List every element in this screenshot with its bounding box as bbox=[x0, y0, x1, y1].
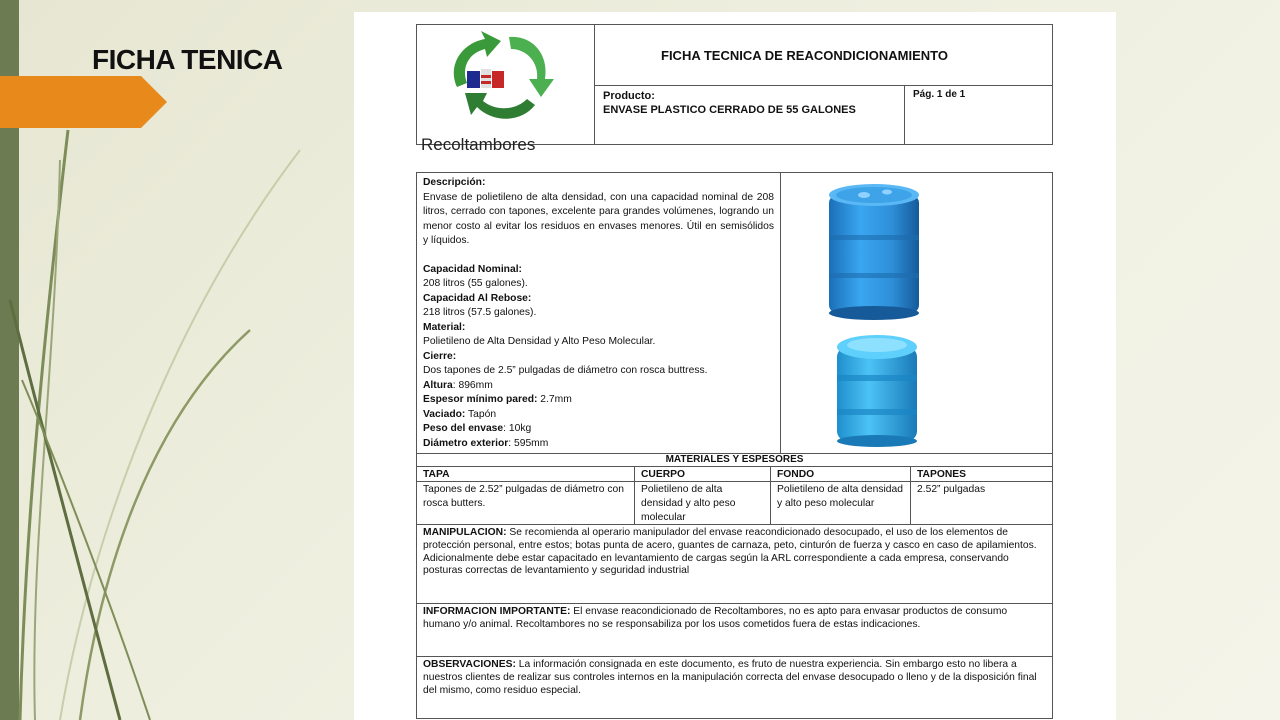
brand-name: Recoltambores bbox=[421, 135, 536, 154]
materials-heading: MATERIALES Y ESPESORES bbox=[417, 453, 1052, 467]
slide-title: FICHA TENICA bbox=[92, 44, 283, 75]
recycle-logo-icon bbox=[417, 25, 593, 125]
espesor-row: Espesor mínimo pared: 2.7mm bbox=[423, 394, 572, 405]
manipulacion-text: Se recomienda al operario manipulador del envase reacondicionado desocupado, el uso de los elementos de protección personal, entre estos; botas punta de acero, guantes de carnaza, peto, cinturón de fuerza y casco en caso de apilamientos. Adicionalmente debe estar capacitado en levantamiento de cargas según la ARL correspondiente a cada empresa, conservando posturas correctas de levantamiento y seguridad industrial bbox=[423, 527, 1037, 577]
informacion-label: INFORMACION IMPORTANTE: bbox=[423, 606, 571, 617]
material-value: Polietileno de Alta Densidad y Alto Peso Molecular. bbox=[423, 336, 656, 347]
materials-col-value: Tapones de 2.52” pulgadas de diámetro con rosca butters. bbox=[423, 484, 624, 509]
informacion-section bbox=[417, 603, 1052, 656]
logo-cell bbox=[417, 25, 595, 154]
manipulacion-section bbox=[417, 524, 1052, 603]
document-title: FICHA TECNICA DE REACONDICIONAMIENTO bbox=[595, 25, 1052, 86]
materials-col-header: FONDO bbox=[771, 467, 910, 482]
materials-col-value: Polietileno de alta densidad y alto peso molecular bbox=[641, 484, 736, 523]
cierre-label: Cierre: bbox=[423, 350, 457, 362]
capacidad-nominal-label: Capacidad Nominal: bbox=[423, 263, 522, 275]
observaciones-label: OBSERVACIONES: bbox=[423, 659, 516, 670]
decorative-grass bbox=[0, 120, 320, 720]
description-cell bbox=[417, 173, 781, 453]
capacidad-nominal-value: 208 litros (55 galones). bbox=[423, 278, 528, 289]
description-label: Descripción: bbox=[423, 177, 486, 188]
specification-table bbox=[416, 172, 1053, 719]
materials-col-tapa bbox=[417, 467, 635, 524]
material-label: Material: bbox=[423, 321, 466, 333]
informacion-text: El envase reacondicionado de Recoltambores, no es apto para envasar productos de consumo humano y/o animal. Recoltambores no se responsabiliza por los usos cometidos fuera de estas indicaciones. bbox=[423, 606, 1008, 630]
product-label: Producto: bbox=[603, 90, 655, 102]
document-header bbox=[416, 24, 1053, 154]
materials-col-value: Polietileno de alta densidad y alto peso molecular bbox=[777, 484, 903, 509]
altura-row: Altura: 896mm bbox=[423, 379, 493, 391]
drum-photos bbox=[781, 173, 1053, 453]
observaciones-section bbox=[417, 656, 1052, 718]
page-number: Pág. 1 de 1 bbox=[913, 89, 966, 100]
product-name: ENVASE PLASTICO CERRADO DE 55 GALONES bbox=[603, 104, 856, 116]
tech-sheet-document bbox=[354, 12, 1116, 720]
title-arrow-shape bbox=[0, 76, 167, 128]
materials-col-fondo bbox=[771, 467, 911, 524]
product-cell bbox=[595, 86, 905, 144]
materials-col-tapones bbox=[911, 467, 1052, 524]
vaciado-row: Vaciado: Tapón bbox=[423, 408, 497, 420]
drum-photo-top bbox=[829, 184, 919, 320]
diametro-row: Diámetro exterior: 595mm bbox=[423, 437, 549, 449]
capacidad-rebose-label: Capacidad Al Rebose: bbox=[423, 292, 532, 304]
description-text: Envase de polietileno de alta densidad, con una capacidad nominal de 208 litros, cerrado con tapones, excelente para grandes volúmenes, logrando un menor costo al evitar los residuos en envases menores. Útil en semisólidos y líquidos. bbox=[423, 191, 774, 246]
capacidad-rebose-value: 218 litros (57.5 galones). bbox=[423, 307, 537, 318]
materials-col-value: 2.52” pulgadas bbox=[917, 484, 986, 495]
materials-col-cuerpo bbox=[635, 467, 771, 524]
product-photos bbox=[781, 173, 1052, 453]
materials-col-header: TAPONES bbox=[911, 467, 1052, 482]
drum-photo-bottom bbox=[837, 335, 917, 447]
cierre-value: Dos tapones de 2.5” pulgadas de diámetro con rosca buttress. bbox=[423, 365, 708, 376]
manipulacion-label: MANIPULACION: bbox=[423, 527, 507, 538]
materials-col-header: CUERPO bbox=[635, 467, 770, 482]
observaciones-text: La información consignada en este documento, es fruto de nuestra experiencia. Sin embargo esto no libera a nuestros clientes de realizar sus controles internos en la manipulación correcta del envase desocupado o lleno y de la disposición final del mismo, como residuo especial. bbox=[423, 659, 1037, 696]
peso-row: Peso del envase: 10kg bbox=[423, 423, 532, 434]
materials-col-header: TAPA bbox=[417, 467, 634, 482]
materials-table bbox=[417, 467, 1052, 524]
